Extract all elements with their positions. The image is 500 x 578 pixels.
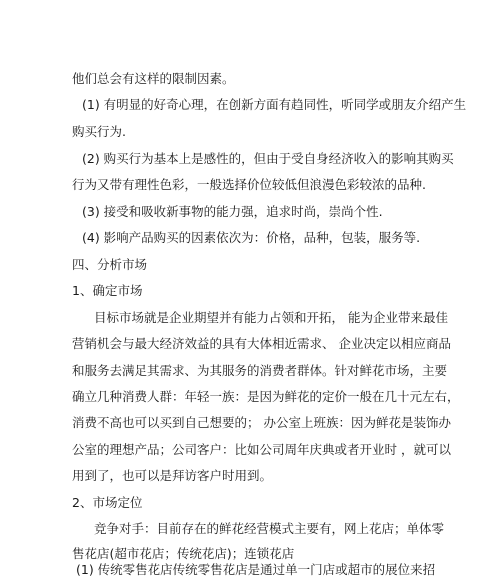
text-line-4: (2) 购买行为基本上是感性的，但由于受自身经济收入的影响其购买	[82, 151, 454, 166]
text-line-19: 售花店(超市花店；传统花店)；连锁花店	[72, 546, 295, 561]
text-line-6: (3) 接受和吸收新事物的能力强，追求时尚，崇尚个性.	[82, 204, 383, 219]
text-line-13: 确立几种消费人群：年轻一族：是因为鲜花的定价一般在几十元左右，	[72, 389, 460, 404]
text-line-1: 他们总会有这样的限制因素。	[72, 71, 235, 86]
text-line-12: 和服务去满足其需求、为其服务的消费者群体。针对鲜花市场，主要	[72, 363, 448, 378]
text-line-11: 营销机会与最大经济效益的具有大体相近需求、 企业决定以相应商品	[72, 336, 451, 351]
text-line-16: 用到了，也可以是拜访客户时用到。	[72, 468, 273, 483]
text-line-20: (1) 传统零售花店传统零售花店是通过单一门店或超市的展位来招	[76, 562, 436, 577]
text-line-3: 购买行为.	[72, 124, 126, 139]
text-line-7: (4) 影响产品购买的因素依次为：价格，品种，包装，服务等.	[82, 230, 421, 245]
text-line-18: 竞争对手：目前存在的鲜花经营模式主要有，网上花店；单体零	[94, 521, 445, 536]
subsection-heading-1: 1、确定市场	[72, 283, 143, 298]
section-heading: 四、分析市场	[72, 257, 148, 272]
text-line-15: 公室的理想产品；公司客户：比如公司周年庆典或者开业时 ，就可以	[72, 442, 451, 457]
text-line-10: 目标市场就是企业期望并有能力占领和开拓， 能为企业带来最佳	[94, 310, 448, 325]
text-line-14: 消费不高也可以买到自己想要的； 办公室上班族：因为鲜花是装饰办	[72, 415, 451, 430]
subsection-heading-2: 2、市场定位	[72, 495, 143, 510]
text-line-5: 行为又带有理性色彩，一般选择价位较低但浪漫色彩较浓的品种.	[72, 177, 426, 192]
text-line-2: (1) 有明显的好奇心理，在创新方面有趋同性，听同学或朋友介绍产生	[82, 97, 467, 112]
